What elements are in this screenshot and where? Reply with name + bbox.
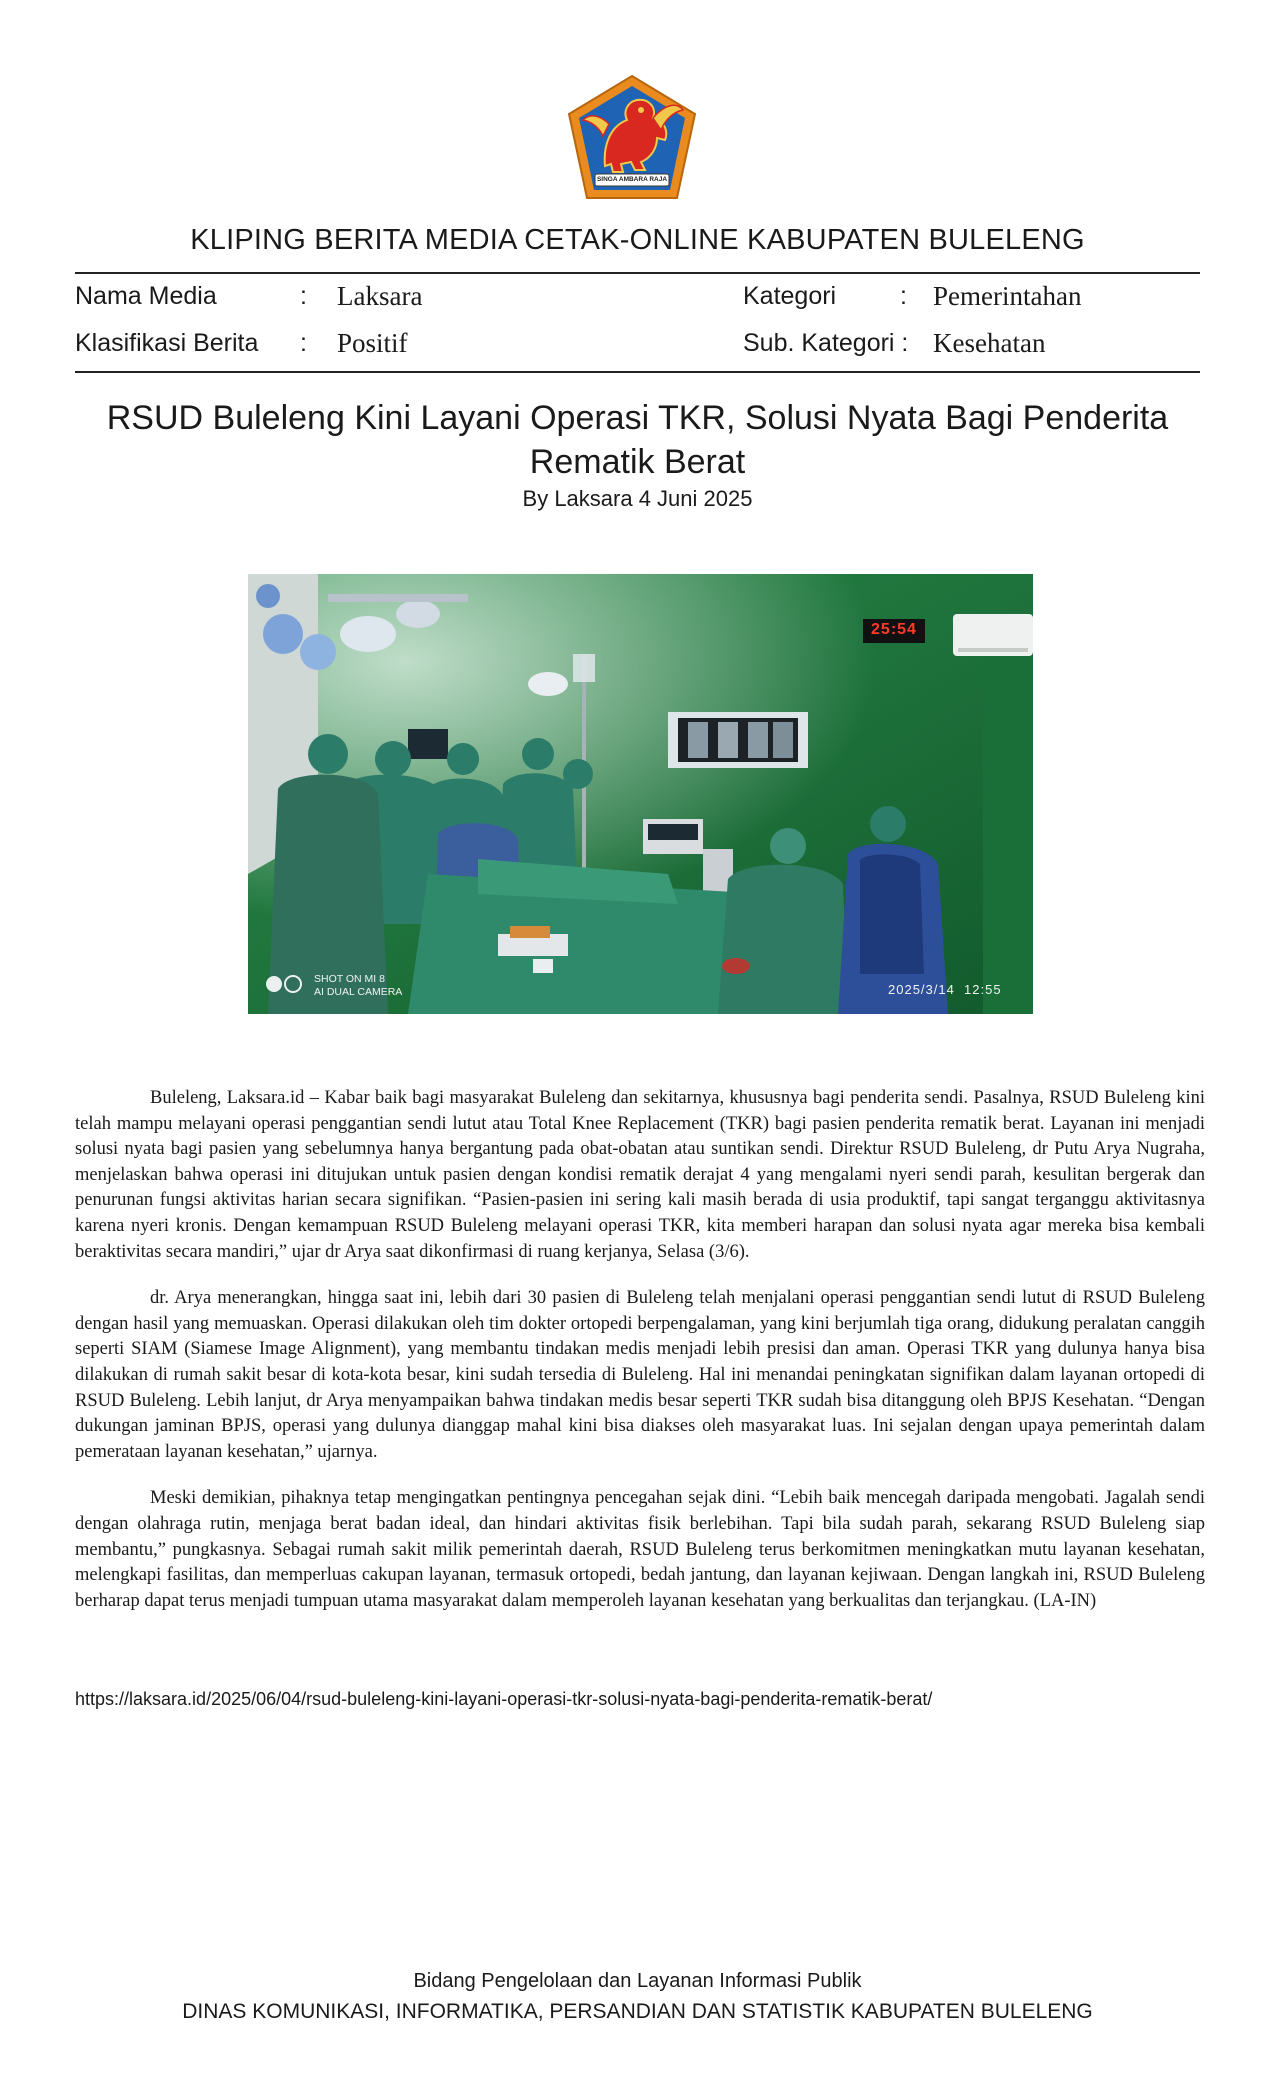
kategori-value: Pemerintahan (933, 281, 1082, 311)
footer-agency: DINAS KOMUNIKASI, INFORMATIKA, PERSANDIAN DAN STATISTIK KABUPATEN BULELENG (182, 2000, 1093, 2023)
source-url-link[interactable]: https://laksara.id/2025/06/04/rsud-buleleng-kini-layani-operasi-tkr-solusi-nyata-bagi-penderita-rematik-berat/ (75, 1689, 933, 1709)
seal-motto: SINGA AMBARA RAJA (596, 176, 668, 183)
photo-watermark (314, 973, 402, 999)
article-paragraph-3: Meski demikian, pihaknya tetap mengingatkan pentingnya pencegahan sejak dini. “Lebih baik mencegah daripada mengobati. Jagalah sendi dengan olahraga rutin, menjaga berat badan ideal, dan hindari aktivitas fisik berlebihan. Tapi bila sudah parah, sekarang RSUD Buleleng siap membantu,” pungkasnya. Sebagai rumah sakit milik pemerintah daerah, RSUD Buleleng terus berkomitmen meningkatkan mutu layanan kesehatan, melengkapi fasilitas, dan memperluas cakupan layanan, termasuk ortopedi, bedah jantung, dan layanan kejiwaan. Dengan langkah ini, RSUD Buleleng berharap dapat terus menjadi tumpuan utama masyarakat dalam memperoleh layanan kesehatan yang berkualitas dan terjangkau. (LA-IN) (75, 1488, 1205, 1611)
camera-logo-icon (265, 974, 305, 994)
header-divider-top (75, 272, 1200, 274)
media-colon: : (300, 282, 307, 310)
photo-timestamp: 2025/3/14 12:55 (888, 982, 1002, 997)
meta-klasifikasi-row (75, 329, 595, 363)
meta-media-row (75, 282, 595, 316)
media-label: Nama Media (75, 282, 217, 310)
meta-kategori-row (743, 282, 1203, 316)
meta-subkategori-row (743, 329, 1203, 363)
klasifikasi-value: Positif (337, 328, 408, 358)
article-photo (248, 574, 1033, 1014)
buleleng-seal-icon (565, 74, 699, 202)
header-divider-bottom (75, 371, 1200, 373)
article-body (75, 1086, 1205, 1635)
watermark-line2: AI DUAL CAMERA (314, 986, 403, 998)
article-paragraph-2: dr. Arya menerangkan, hingga saat ini, lebih dari 30 pasien di Buleleng telah menjalani operasi penggantian sendi lutut di RSUD Buleleng dengan hasil yang memuaskan. Operasi dilakukan oleh tim dokter ortopedi berpengalaman, yang kini berjumlah tiga orang, didukung peralatan canggih seperti SIAM (Siamese Image Alignment), yang membantu tindakan medis menjadi lebih presisi dan aman. Operasi TKR yang dulunya hanya bisa dilakukan di rumah sakit besar di kota-kota besar, kini sudah tersedia di Buleleng. Hal ini menandai peningkatan signifikan dalam layanan ortopedi di RSUD Buleleng. Lebih lanjut, dr Arya menyampaikan bahwa tindakan medis besar seperti TKR sudah bisa ditanggung oleh BPJS Kesehatan. “Dengan dukungan jaminan BPJS, operasi yang dulunya dianggap mahal kini bisa diakses oleh masyarakat luas. Ini sejalan dengan upaya pemerintah dalam pemerataan layanan kesehatan,” ujarnya. (75, 1288, 1205, 1462)
kategori-label: Kategori (743, 282, 837, 310)
subkategori-value: Kesehatan (933, 328, 1046, 358)
watermark-line1: SHOT ON MI 8 (314, 973, 385, 985)
article-byline: By Laksara 4 Juni 2025 (522, 486, 753, 511)
document-heading: KLIPING BERITA MEDIA CETAK-ONLINE KABUPATEN BULELENG (190, 224, 1085, 256)
article-title: RSUD Buleleng Kini Layani Operasi TKR, Solusi Nyata Bagi Penderita Rematik Berat (106, 399, 1169, 481)
article-paragraph-1: Buleleng, Laksara.id – Kabar baik bagi masyarakat Buleleng dan sekitarnya, khususnya bagi penderita sendi. Pasalnya, RSUD Buleleng kini telah mampu melayani operasi penggantian sendi lutut atau Total Knee Replacement (TKR) bagi pasien penderita rematik berat. Layanan ini menjadi solusi nyata bagi pasien yang sebelumnya hanya bergantung pada obat-obatan atau suntikan sendi. Direktur RSUD Buleleng, dr Putu Arya Nugraha, menjelaskan bahwa operasi ini ditujukan untuk pasien dengan kondisi rematik derajat 4 yang mengalami nyeri sendi parah, kesulitan bergerak dan penurunan fungsi aktivitas harian secara signifikan. “Pasien-pasien ini sering kali masih berada di usia produktif, tapi sangat terganggu aktivitasnya karena nyeri kronis. Dengan kemampuan RSUD Buleleng melayani operasi TKR, kita memberi harapan dan solusi nyata agar mereka bisa kembali beraktivitas secara mandiri,” ujar dr Arya saat dikonfirmasi di ruang kerjanya, Selasa (3/6). (75, 1088, 1205, 1262)
klasifikasi-label: Klasifikasi Berita (75, 329, 259, 357)
photo-clock: 25:54 (871, 621, 917, 638)
kategori-colon: : (900, 282, 907, 310)
media-value: Laksara (337, 281, 423, 311)
footer-division: Bidang Pengelolaan dan Layanan Informasi Publik (413, 1970, 862, 1992)
klasifikasi-colon: : (300, 329, 307, 357)
subkategori-label: Sub. Kategori : (743, 329, 909, 357)
